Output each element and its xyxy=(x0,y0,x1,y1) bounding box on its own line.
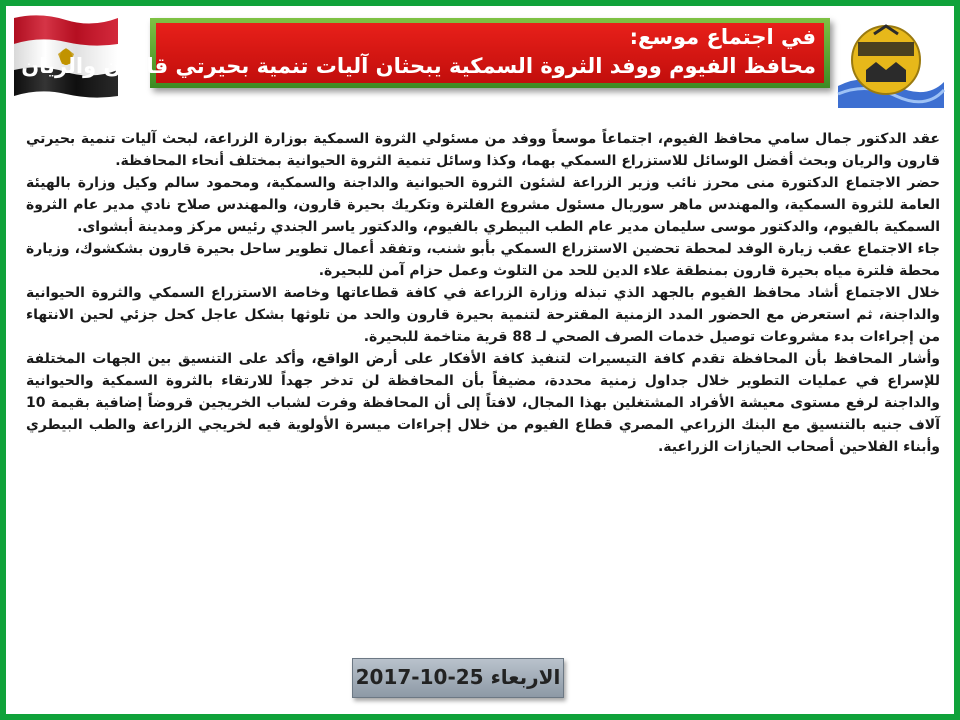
title-headline: محافظ الفيوم ووفد الثروة السمكية يبحثان آليات تنمية بحيرتي قارون والريان xyxy=(21,54,816,78)
fayoum-governorate-logo-icon xyxy=(836,16,946,108)
date-text: الاربعاء 25-10-2017 xyxy=(355,665,561,689)
title-banner xyxy=(21,18,830,88)
article-paragraph: جاء الاجتماع عقب زيارة الوفد لمحطة تحضين الاستزراع السمكي بأبو شنب، وتفقد أعمال تطوير ساحل بحيرة قارون بشكشوك، وزيارة محطة فلترة مياه بحيرة قارون بمنطقة علاء الدين للحد من التلوث وعمل حزام آمن للبحيرة. xyxy=(26,241,940,279)
article-paragraph: وأشار المحافظ بأن المحافظة تقدم كافة التيسيرات لتنفيذ كافة الأفكار على أرض الواقع، وأكد على التنسيق بين الجهات المختلفة للإسراع في عمليات التطوير خلال جداول زمنية محددة، مضيفاً بأن المحافظة لن تدخر جهداً للارتقاء بالثروة السمكية والحيوانية والداجنة لرفع مستوى معيشة الأفراد المشتغلين بهذا المجال، لافتاً إلى أن المحافظة وفرت لشباب الخريجين قروضاً إضافية بقيمة 10 آلاف جنيه بالتنسيق مع البنك الزراعي المصري قطاع الفيوم من خلال إجراءات ميسرة الأولوية فيه لخريجي الزراعة والطب البيطري وأبناء الفلاحين أصحاب الحيازات الزراعية. xyxy=(26,351,940,455)
title-kicker: في اجتماع موسع: xyxy=(629,25,816,49)
article-paragraph: عقد الدكتور جمال سامي محافظ الفيوم، اجتماعاً موسعاً ووفد من مسئولي الثروة السمكية بوزارة الزراعة، لبحث آليات تنمية بحيرتي قارون والريان وبحث أفضل الوسائل للاستزراع السمكي بهما، وكذا وسائل تنمية الثروة الحيوانية بمختلف أنحاء المحافظة. xyxy=(26,131,940,169)
date-badge xyxy=(352,658,564,698)
article-paragraph: حضر الاجتماع الدكتورة منى محرز نائب وزير الزراعة لشئون الثروة الحيوانية والداجنة والسمكية، ومحمود سالم وكيل وزارة بالهيئة العامة للثروة السمكية، والمهندس ماهر سوريال مسئول مشروع الفلترة وتكريك بحيرة قارون، والمهندس صلاح نادي مدير عام الثروة السمكية بالفيوم، والدكتور موسى سليمان مدير عام الطب البيطري بالفيوم، والدكتور ياسر الجندي رئيس مركز ومدينة أبشواى. xyxy=(26,175,940,235)
article-body xyxy=(26,128,940,458)
article-paragraph: خلال الاجتماع أشاد محافظ الفيوم بالجهد الذي تبذله وزارة الزراعة في كافة قطاعاتها وخاصة الاستزراع السمكي والثروة الحيوانية والداجنة، ثم استعرض مع الحضور المدد الزمنية المقترحة لتنمية بحيرة قارون والحد من تلوثها بشكل عاجل كحل جزئي لحين الانتهاء من إجراءات بدء مشروعات توصيل خدمات الصرف الصحي لـ 88 قرية متاخمة للبحيرة. xyxy=(26,285,940,345)
title-banner-red xyxy=(21,23,824,83)
